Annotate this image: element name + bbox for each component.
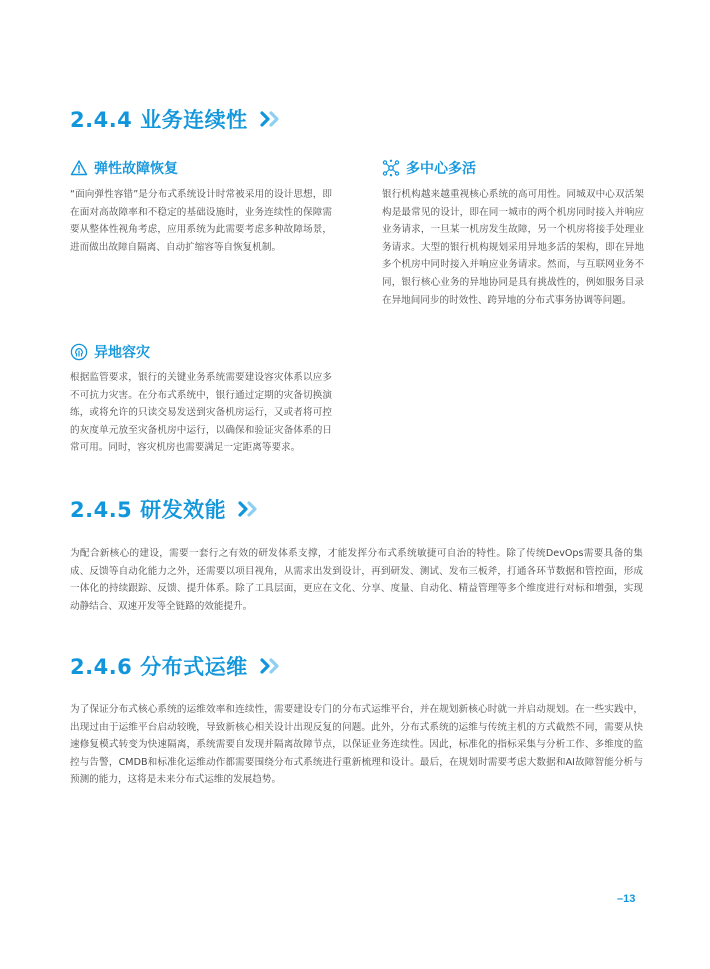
disaster-heading bbox=[70, 342, 150, 362]
distributed-ops-text: 为了保证分布式核心系统的运维效率和连续性，需要建设专门的分布式运维平台，并在规划新核心时就一并启动规划。在一些实践中，出现过由于运维平台启动较晚，导致新核心相关设计出现反复的问题。此外，分布式系统的运维与传统主机的方式截然不同，需要从快速修复模式转变为快速隔离，系统需要自发现并隔离故障节点，以保证业务连续性。因此，标准化的指标采集与分析工作、多维度的监控与告警，CMDB和标准化运维动作都需要围绕分布式系统进行重新梳理和设计。最后，在规划时需要考虑大数据和AI故障智能分析与预测的能力，这将是未来分布式运维的发展趋势。 bbox=[70, 704, 643, 786]
resilience-heading bbox=[70, 158, 178, 178]
disaster-text: 根据监管要求，银行的关键业务系统需要建设容灾体系以应多不可抗力灾害。在分布式系统中，银行通过定期的灾备切换演练，或将允许的只读交易发送到灾备机房运行，又或者将可控的灰度单元放至灾备机房中运行，以确保和验证灾备体系的日常可用。同时，容灾机房也需要满足一定距离等要求。 bbox=[70, 372, 332, 454]
resilience-heading-text: 弹性故障恢复 bbox=[94, 161, 178, 177]
section-title-245 bbox=[70, 494, 260, 524]
double-chevron-icon bbox=[238, 501, 260, 517]
page-number: –13 bbox=[617, 893, 636, 905]
double-chevron-icon bbox=[260, 111, 282, 127]
section-title-244 bbox=[70, 104, 282, 134]
section-title-245-text: 2.4.5 研发效能 bbox=[70, 498, 227, 522]
rd-efficiency-text: 为配合新核心的建设，需要一套行之有效的研发体系支撑，才能发挥分布式系统敏捷可自治的特性。除了传统DevOps需要具备的集成、反馈等自动化能力之外，还需要以项目视角，从需求出发到设计，再到研发、测试、发布三板斧，打通各环节数据和管控面，形成一体化的持续跟踪、反馈、提升体系。除了工具层面，更应在文化、分享、度量、自动化、精益管理等多个维度进行对标和增强，实现动静结合、双速开发等全链路的效能提升。 bbox=[70, 548, 643, 612]
section-title-244-text: 2.4.4 业务连续性 bbox=[70, 108, 248, 132]
multi-center-heading-text: 多中心多活 bbox=[406, 161, 476, 177]
section-title-246 bbox=[70, 651, 282, 681]
warning-triangle-icon bbox=[70, 159, 88, 177]
multi-center-text: 银行机构越来越重视核心系统的高可用性。同城双中心双活架构是最常见的设计，即在同一城市的两个机房同时接入并响应业务请求，一旦某一机房发生故障，另一个机房将接手处理业务请求。大型的银行机构规划采用异地多活的架构，即在异地多个机房中同时接入并响应业务请求。然而，与互联网业务不同，银行核心业务的异地协同是具有挑战性的，例如服务目录在异地间同步的时效性、跨异地的分布式事务协调等问题。 bbox=[382, 189, 644, 306]
disaster-recovery-icon bbox=[70, 343, 88, 361]
network-nodes-icon bbox=[382, 159, 400, 177]
section-title-246-text: 2.4.6 分布式运维 bbox=[70, 655, 248, 679]
resilience-text: “面向弹性容错”是分布式系统设计时常被采用的设计思想，即在面对高故障率和不稳定的基础设施时，业务连续性的保障需要从整体性视角考虑，应用系统为此需要考虑多种故障场景，进而做出故障自隔离、自动扩缩容等自恢复机制。 bbox=[70, 189, 332, 253]
multi-center-heading bbox=[382, 158, 476, 178]
double-chevron-icon bbox=[260, 658, 282, 674]
disaster-heading-text: 异地容灾 bbox=[94, 345, 150, 361]
